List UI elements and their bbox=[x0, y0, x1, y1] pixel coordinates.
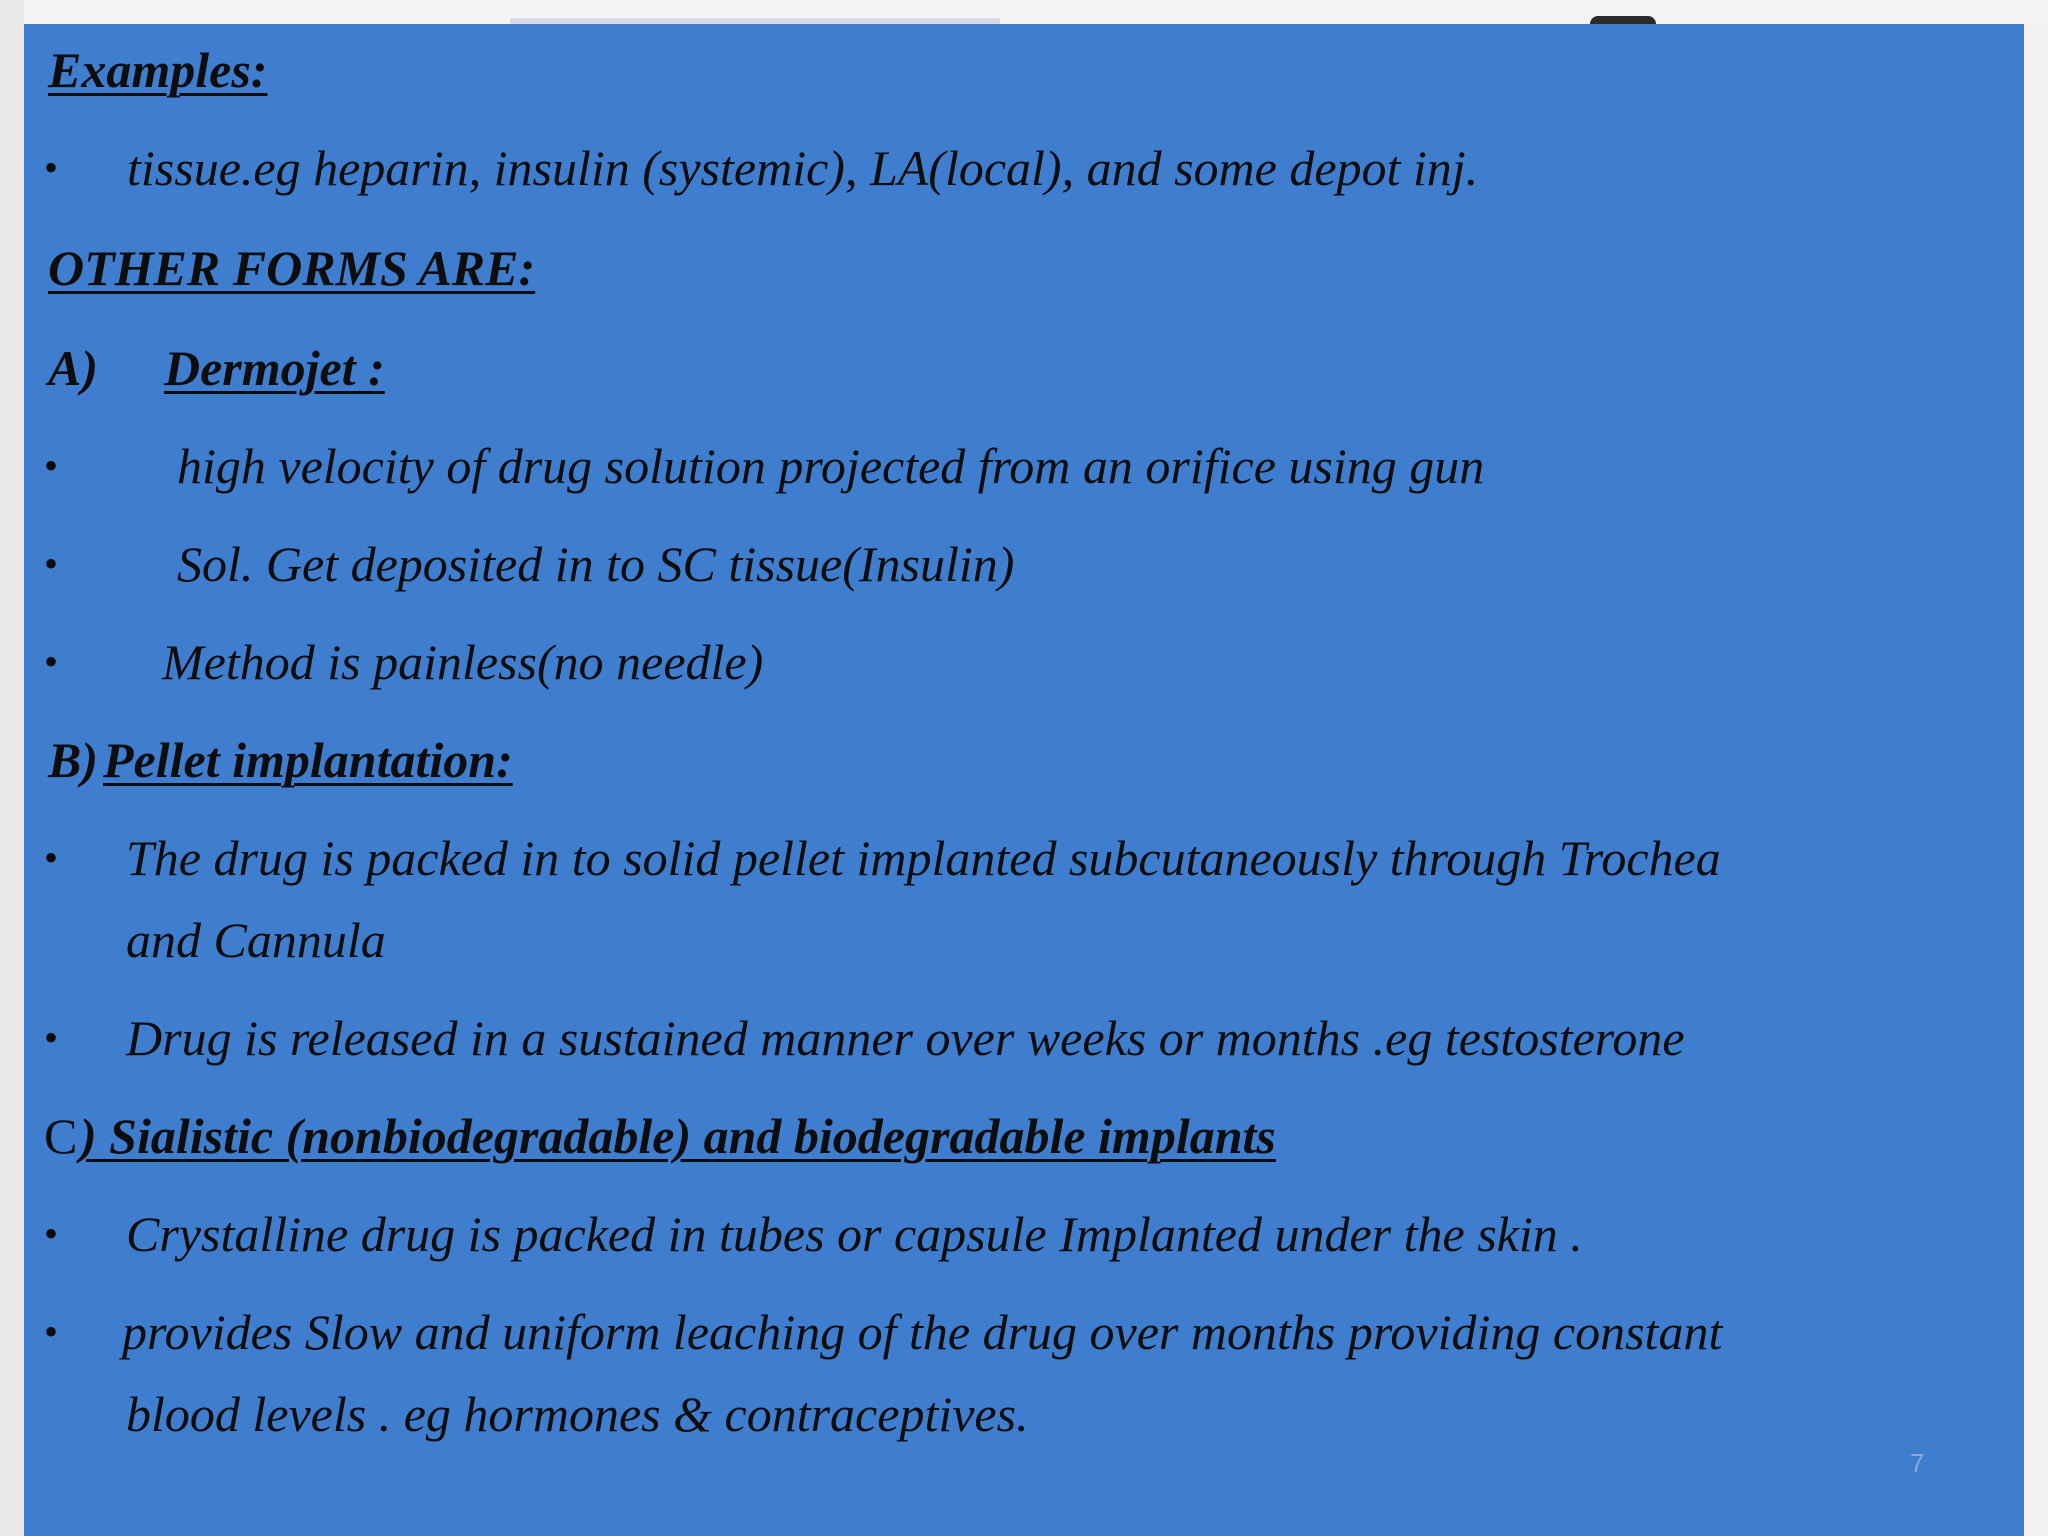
section-b-title: Pellet implantation: bbox=[103, 732, 513, 788]
section-a-title: Dermojet : bbox=[164, 340, 385, 396]
bullet-glyph: • bbox=[44, 541, 59, 586]
section-c-prefix: C bbox=[44, 1108, 78, 1164]
section-a-bullet-3: Method is painless(no needle) bbox=[162, 634, 764, 690]
bullet-glyph: • bbox=[44, 835, 59, 880]
other-forms-heading: OTHER FORMS ARE: bbox=[48, 240, 536, 296]
window-top-edge bbox=[0, 0, 2048, 24]
bullet-glyph: • bbox=[44, 1211, 59, 1256]
window-left-edge bbox=[0, 0, 24, 1536]
background-dark-shape bbox=[1590, 16, 1656, 24]
bullet-glyph: • bbox=[44, 145, 59, 190]
bullet-glyph: • bbox=[44, 1015, 59, 1060]
section-c-title: ) Sialistic (nonbiodegradable) and biodegradable implants bbox=[80, 1108, 1276, 1164]
section-b-prefix: B) bbox=[48, 732, 98, 788]
section-b-bullet-1-line-1: The drug is packed in to solid pellet implanted subcutaneously through Trochea bbox=[126, 830, 1721, 886]
bullet-glyph: • bbox=[44, 1309, 59, 1354]
bullet-glyph: • bbox=[44, 443, 59, 488]
section-c-bullet-1: Crystalline drug is packed in tubes or capsule Implanted under the skin . bbox=[126, 1206, 1583, 1262]
slide-number: 7 bbox=[1910, 1448, 1925, 1478]
section-c-bullet-2-line-2: blood levels . eg hormones & contraceptives. bbox=[126, 1386, 1029, 1442]
section-c-bullet-2-line-1: provides Slow and uniform leaching of the drug over months providing constant bbox=[122, 1304, 1723, 1360]
section-a-bullet-2: Sol. Get deposited in to SC tissue(Insulin) bbox=[177, 536, 1015, 592]
section-a-prefix: A) bbox=[48, 340, 98, 396]
bullet-glyph: • bbox=[44, 639, 59, 684]
section-b-bullet-2: Drug is released in a sustained manner over weeks or months .eg testosterone bbox=[126, 1010, 1685, 1066]
slide bbox=[24, 24, 2024, 1536]
examples-bullet-text: tissue.eg heparin, insulin (systemic), LA(local), and some depot inj. bbox=[127, 140, 1479, 196]
examples-heading: Examples: bbox=[48, 42, 268, 98]
section-a-bullet-1: high velocity of drug solution projected from an orifice using gun bbox=[177, 438, 1485, 494]
section-b-bullet-1-line-2: and Cannula bbox=[126, 912, 386, 968]
